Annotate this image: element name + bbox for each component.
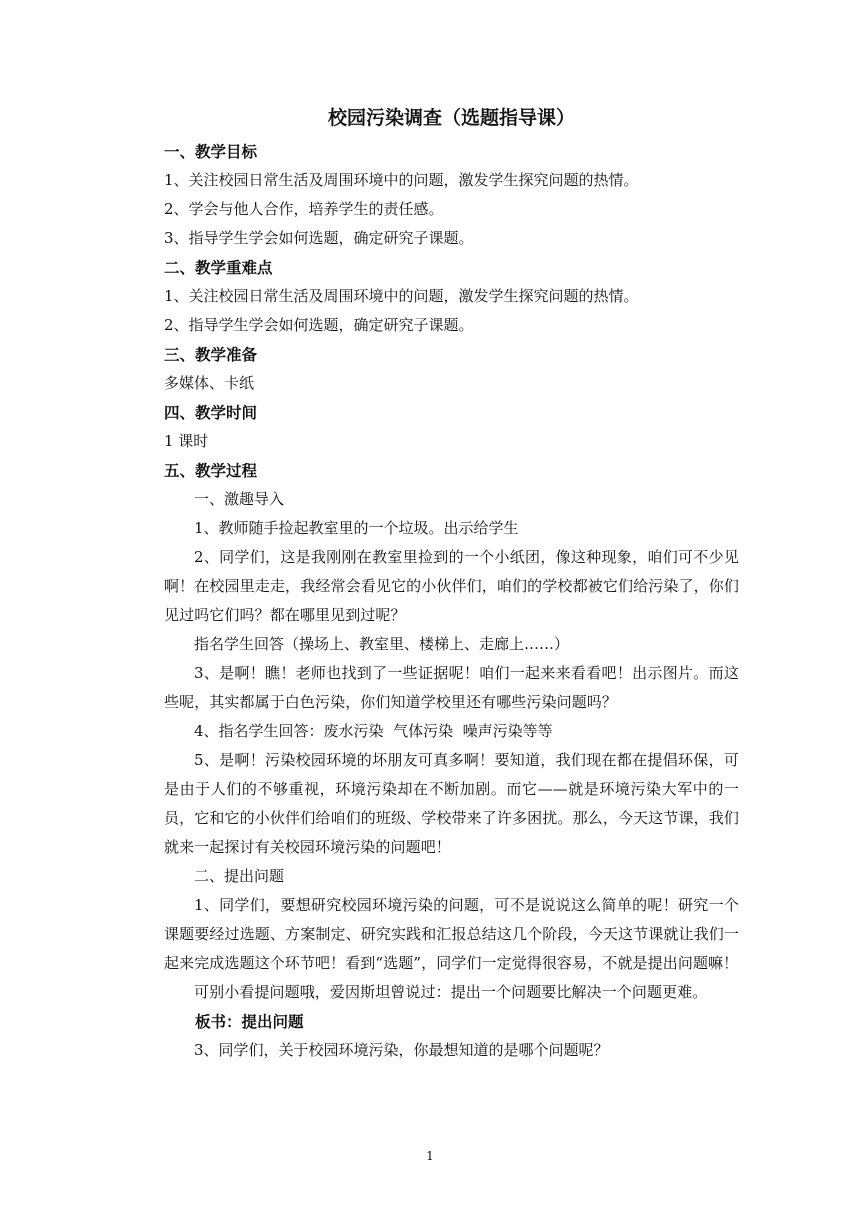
subsection-heading-intro: 一、激趣导入 [194, 490, 285, 508]
section-heading-preparation: 三、教学准备 [164, 345, 258, 364]
process-paragraph: 2、同学们，这是我刚刚在教室里捡到的一个小纸团，像这种现象，咱们可不少见啊！在校园里走走，我经常会看见它的小伙伴们，咱们的学校都被它们给污染了，你们见过吗它们吗？都在哪里见到过呢？ [164, 548, 739, 624]
section-heading-goals: 一、教学目标 [164, 142, 258, 161]
key-point-item: 1、关注校园日常生活及周围环境中的问题，激发学生探究问题的热情。 [164, 287, 639, 305]
process-paragraph: 1、同学们，要想研究校园环境污染的问题，可不是说说这么简单的呢！研究一个课题要经过选题、方案制定、研究实践和汇报总结这几个阶段，今天这节课就让我们一起来完成选题这个环节吧！看到“选题”，同学们一定觉得很容易，不就是提出问题嘛！ [164, 896, 739, 972]
time-text: 1 课时 [164, 432, 209, 450]
process-paragraph: 4、指名学生回答：废水污染 气体污染 噪声污染等等 [194, 722, 553, 740]
process-paragraph: 可别小看提问题哦，爱因斯坦曾说过：提出一个问题要比解决一个问题更难。 [194, 983, 708, 1001]
goal-item: 2、学会与他人合作，培养学生的责任感。 [164, 200, 444, 218]
board-note: 板书：提出问题 [195, 1012, 304, 1031]
process-paragraph: 3、同学们，关于校园环境污染，你最想知道的是哪个问题呢？ [194, 1041, 609, 1059]
process-paragraph: 指名学生回答（操场上、教室里、楼梯上、走廊上……） [194, 635, 570, 653]
document-body [164, 103, 739, 1065]
document-title: 校园污染调查（选题指导课） [327, 107, 575, 129]
goal-item: 1、关注校园日常生活及周围环境中的问题，激发学生探究问题的热情。 [164, 171, 639, 189]
goal-item: 3、指导学生学会如何选题，确定研究子课题。 [164, 229, 474, 247]
preparation-text: 多媒体、卡纸 [164, 374, 255, 392]
process-paragraph: 3、是啊！瞧！老师也找到了一些证据呢！咱们一起来来看看吧！出示图片。而这些呢，其实都属于白色污染，你们知道学校里还有哪些污染问题吗？ [164, 664, 739, 711]
section-heading-key-points: 二、教学重难点 [164, 258, 273, 277]
page-number: 1 [426, 1149, 434, 1163]
section-heading-process: 五、教学过程 [164, 461, 258, 480]
section-heading-time: 四、教学时间 [164, 403, 258, 422]
process-paragraph: 5、是啊！污染校园环境的坏朋友可真多啊！要知道，我们现在都在提倡环保，可是由于人们的不够重视，环境污染却在不断加剧。而它——就是环境污染大军中的一员，它和它的小伙伴们给咱们的班级、学校带来了许多困扰。那么，今天这节课，我们就来一起探讨有关校园环境污染的问题吧！ [164, 751, 739, 856]
subsection-heading-questions: 二、提出问题 [194, 867, 285, 885]
key-point-item: 2、指导学生学会如何选题，确定研究子课题。 [164, 316, 474, 334]
process-paragraph: 1、教师随手捡起教室里的一个垃圾。出示给学生 [194, 519, 519, 537]
